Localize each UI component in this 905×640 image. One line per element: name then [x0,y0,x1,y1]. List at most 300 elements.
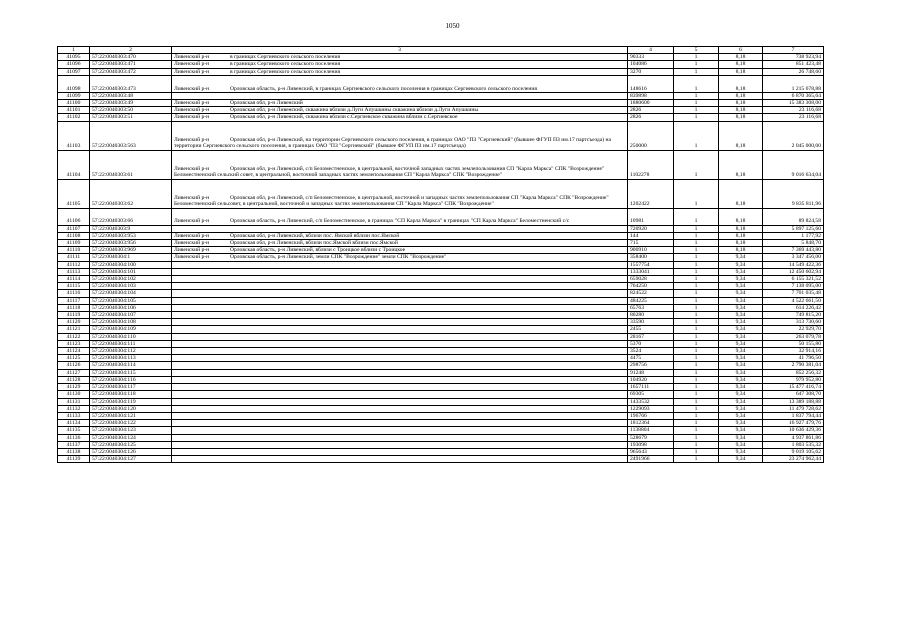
row-number-cell: 41118 [58,304,90,311]
specific-value-cell: 8,18 [719,240,763,247]
address-cell [172,348,628,355]
cadastral-value-cell: 15 477 416,74 [763,384,824,391]
cadastral-value-cell: 22 929,70 [763,326,824,333]
cadastral-number-cell: 57:22:0040304:102 [90,276,172,283]
row-number-cell: 41139 [58,456,90,463]
address-cell [172,398,628,405]
table-row [58,121,824,150]
region-label: Ливенский р-н [174,254,210,261]
cadastral-value-cell: 32 914,16 [763,348,824,355]
cadastral-number-cell: 57:22:0040303:953 [90,232,172,239]
address-cell [172,240,628,247]
row-number-cell: 41116 [58,290,90,297]
row-number-cell: 41124 [58,348,90,355]
address-cell [172,283,628,290]
column-5-cell: 1 [674,312,719,319]
table-row [58,434,824,441]
specific-value-cell: 8,18 [719,68,763,75]
cadastral-number-cell: 57:22:0040304:113 [90,355,172,362]
specific-value-cell: 8,18 [719,232,763,239]
cadastral-number-cell: 57:22:0040303:62 [90,179,172,208]
table-row [58,427,824,434]
table-row [58,150,824,179]
column-5-cell: 1 [674,276,719,283]
cadastral-value-cell: 50 155,80 [763,340,824,347]
column-5-cell: 1 [674,75,719,92]
address-cell [172,247,628,254]
cadastral-value-cell: 13 389 188,88 [763,398,824,405]
column-5-cell: 1 [674,333,719,340]
specific-value-cell: 9,34 [719,326,763,333]
address-cell [172,107,628,114]
address-cell [172,232,628,239]
specific-value-cell: 9,34 [719,355,763,362]
address-cell [172,405,628,412]
region-label: Ливенский р-н [174,137,210,144]
table-row [58,268,824,275]
row-number-cell: 41127 [58,369,90,376]
address-cell [172,319,628,326]
row-number-cell: 41137 [58,441,90,448]
column-5-cell: 1 [674,107,719,114]
cadastral-value-cell: 614 226,42 [763,304,824,311]
address-cell [172,54,628,61]
row-number-cell: 41136 [58,434,90,441]
cadastral-value-cell: 9 019 105,62 [763,448,824,455]
specific-value-cell: 8,18 [719,92,763,99]
row-number-cell: 41121 [58,326,90,333]
specific-value-cell: 8,18 [719,225,763,232]
specific-value-cell: 9,34 [719,448,763,455]
address-cell [172,268,628,275]
address-cell [172,376,628,383]
table-row [58,114,824,121]
column-5-cell: 1 [674,369,719,376]
row-number-cell: 41103 [58,121,90,150]
table-row [58,391,824,398]
cadastral-value-cell: 3 347 456,00 [763,254,824,261]
address-cell [172,304,628,311]
row-number-cell: 41108 [58,232,90,239]
column-5-cell: 1 [674,319,719,326]
area-cell: 358400 [628,254,674,261]
address-cell [172,179,628,208]
address-cell [172,326,628,333]
address-cell [172,441,628,448]
cadastral-value-cell: 23 116,68 [763,114,824,121]
region-label: Ливенский р-н [174,54,210,61]
area-cell: 104920 [628,376,674,383]
table-row [58,100,824,107]
table-row [58,362,824,369]
cadastral-value-cell: 26 748,60 [763,68,824,75]
specific-value-cell: 9,34 [719,348,763,355]
region-label: Ливенский р-н [174,85,210,92]
column-header: 1 [58,47,90,54]
cadastral-number-cell: 57:22:0040303:49 [90,100,172,107]
column-5-cell: 1 [674,92,719,99]
column-5-cell: 1 [674,456,719,463]
column-5-cell: 1 [674,121,719,150]
table-row [58,348,824,355]
specific-value-cell: 9,34 [719,304,763,311]
location-description: в границах Сергиевского сельского поселения [230,68,341,75]
column-5-cell: 1 [674,254,719,261]
cadastral-value-cell: 1 837 794,44 [763,412,824,419]
table-row [58,225,824,232]
cadastral-value-cell: 7 138 095,00 [763,283,824,290]
table-row [58,290,824,297]
specific-value-cell: 8,18 [719,107,763,114]
cadastral-value-cell: 2 045 000,00 [763,121,824,150]
area-cell: 104086 [628,61,674,68]
cadastral-value-cell: 7 369 443,80 [763,247,824,254]
table-row [58,405,824,412]
row-number-cell: 41113 [58,268,90,275]
column-5-cell: 1 [674,427,719,434]
area-cell: 80280 [628,312,674,319]
area-cell: 91248 [628,369,674,376]
cadastral-value-cell: 979 952,80 [763,376,824,383]
cadastral-number-cell: 57:22:0040303:48 [90,92,172,99]
area-cell: 33590 [628,319,674,326]
cadastral-number-cell: 57:22:0040304:123 [90,427,172,434]
cadastral-value-table [57,46,824,463]
area-cell: 720920 [628,225,674,232]
column-header: 6 [719,47,763,54]
cadastral-number-cell: 57:22:0040304:109 [90,326,172,333]
cadastral-value-cell: 1 177,92 [763,232,824,239]
specific-value-cell: 8,18 [719,179,763,208]
location-description: Орловская обл, р-н Ливенский [230,100,303,107]
page-number: 1050 [445,22,460,30]
specific-value-cell: 8,18 [719,247,763,254]
address-cell [172,369,628,376]
column-5-cell: 1 [674,405,719,412]
region-label: Ливенский р-н [174,100,210,107]
address-cell [172,312,628,319]
location-description: Орловская область, р-н Ливенский, вблизи с Троицкое вблизи с Троицкое [230,247,406,254]
column-5-cell: 1 [674,150,719,179]
area-cell: 1433532 [628,398,674,405]
address-cell [172,420,628,427]
row-number-cell: 41110 [58,247,90,254]
cadastral-value-cell: 647 308,70 [763,391,824,398]
address-cell [172,340,628,347]
table-row [58,261,824,268]
column-5-cell: 1 [674,420,719,427]
table-row [58,54,824,61]
column-5-cell: 1 [674,441,719,448]
cadastral-number-cell: 57:22:0040303:956 [90,240,172,247]
cadastral-number-cell: 57:22:0040304:126 [90,448,172,455]
area-cell: 196766 [628,412,674,419]
row-number-cell: 41129 [58,384,90,391]
area-cell: 659028 [628,276,674,283]
cadastral-number-cell: 57:22:0040304:114 [90,362,172,369]
cadastral-number-cell: 57:22:0040304:117 [90,384,172,391]
address-cell [172,225,628,232]
row-number-cell: 41114 [58,276,90,283]
table-row [58,441,824,448]
column-5-cell: 1 [674,240,719,247]
table-row [58,312,824,319]
area-cell: 824522 [628,290,674,297]
cadastral-number-cell: 57:22:0040304:104 [90,290,172,297]
table-row [58,384,824,391]
address-cell [172,75,628,92]
specific-value-cell: 8,18 [719,61,763,68]
cadastral-number-cell: 57:22:0040304:110 [90,333,172,340]
column-5-cell: 1 [674,290,719,297]
column-5-cell: 1 [674,297,719,304]
row-number-cell: 41099 [58,92,90,99]
area-cell: 965643 [628,448,674,455]
row-number-cell: 41107 [58,225,90,232]
address-cell [172,276,628,283]
address-cell [172,355,628,362]
specific-value-cell: 9,34 [719,333,763,340]
cadastral-value-cell: 89 824,58 [763,208,824,225]
cadastral-number-cell: 57:22:0040303:473 [90,75,172,92]
area-cell: 144 [628,232,674,239]
table-row [58,68,824,75]
cadastral-number-cell: 57:22:0040304:118 [90,391,172,398]
column-5-cell: 1 [674,412,719,419]
area-cell: 900910 [628,247,674,254]
column-5-cell: 1 [674,326,719,333]
column-5-cell: 1 [674,179,719,208]
row-number-cell: 41112 [58,261,90,268]
table-row [58,232,824,239]
column-5-cell: 1 [674,61,719,68]
specific-value-cell: 9,34 [719,369,763,376]
specific-value-cell: 9,34 [719,340,763,347]
column-5-cell: 1 [674,261,719,268]
location-description: Орловская обл, р-н Ливенский, с/п Беломестненское, в центральной, восточной западных частях землепользования СП "Карла Маркса" СПК "Возрождение" Беломестненский сельский совет, в центральной, восточной западных частях землепользования СП "Карла Маркса" СПК "Возрождение" [174,166,605,179]
area-cell: 69305 [628,391,674,398]
cadastral-number-cell: 57:22:0040303:61 [90,150,172,179]
specific-value-cell: 9,34 [719,405,763,412]
cadastral-number-cell: 57:22:0040303:471 [90,61,172,68]
cadastral-number-cell: 57:22:0040304:103 [90,283,172,290]
row-number-cell: 41122 [58,333,90,340]
table-row [58,240,824,247]
column-5-cell: 1 [674,283,719,290]
table-row [58,297,824,304]
specific-value-cell: 9,34 [719,441,763,448]
column-5-cell: 1 [674,448,719,455]
area-cell: 2455 [628,326,674,333]
row-number-cell: 41104 [58,150,90,179]
cadastral-number-cell: 57:22:0040304:127 [90,456,172,463]
specific-value-cell: 9,34 [719,420,763,427]
area-cell: 250000 [628,121,674,150]
cadastral-value-cell: 1 803 535,32 [763,441,824,448]
table-row [58,369,824,376]
table-row [58,326,824,333]
row-number-cell: 41102 [58,114,90,121]
address-cell [172,333,628,340]
cadastral-value-cell: 851 423,48 [763,61,824,68]
cadastral-value-cell: 5 897 125,60 [763,225,824,232]
address-cell [172,456,628,463]
specific-value-cell: 8,18 [719,75,763,92]
area-cell: 28167 [628,333,674,340]
row-number-cell: 41138 [58,448,90,455]
row-number-cell: 41106 [58,208,90,225]
column-5-cell: 1 [674,398,719,405]
row-number-cell: 41133 [58,412,90,419]
area-cell: 193098 [628,441,674,448]
address-cell [172,412,628,419]
row-number-cell: 41115 [58,283,90,290]
area-cell: 1812364 [628,420,674,427]
table-row [58,448,824,455]
row-number-cell: 41119 [58,312,90,319]
cadastral-number-cell: 57:22:0040303:470 [90,54,172,61]
cadastral-value-cell: 5 848,70 [763,240,824,247]
column-5-cell: 1 [674,232,719,239]
area-cell: 298756 [628,362,674,369]
area-cell: 3524 [628,348,674,355]
location-description: Орловская область, р-н Ливенский, земли СПК "Возрождение" земли СПК "Возрождение" [230,254,447,261]
address-cell [172,68,628,75]
cadastral-value-cell: 4 522 661,50 [763,297,824,304]
region-label: Ливенский р-н [174,232,210,239]
region-label: Ливенский р-н [174,107,210,114]
address-cell [172,92,628,99]
row-number-cell: 41109 [58,240,90,247]
address-cell [172,362,628,369]
location-description: Орловская обл, р-н Ливенский, на территории Сергиевского сельского поселения, в границах ОАО "ПЗ "Сергиевский" (бывшее ФГУП ПЗ им.17 партсъезда) на территории Сергиевского сельского поселения, в границах ОАО "ПЗ "Сергиевский" (бывшее ФГУП ПЗ им.17 партсъезда) [174,137,611,150]
specific-value-cell: 8,18 [719,114,763,121]
location-description: Орловская обл, р-н Ливенский, скважина вблизи д.Луги Апушкины скважина вблизи д.Луги Апушкины [230,107,479,114]
column-5-cell: 1 [674,362,719,369]
table-row [58,376,824,383]
cadastral-value-cell: 9 835 811,96 [763,179,824,208]
cadastral-number-cell: 57:22:0040304:125 [90,441,172,448]
cadastral-number-cell: 57:22:0040304:100 [90,261,172,268]
row-number-cell: 41130 [58,391,90,398]
address-cell [172,391,628,398]
area-cell: 1333041 [628,268,674,275]
cadastral-number-cell: 57:22:0040304:112 [90,348,172,355]
cadastral-number-cell: 57:22:0040304:101 [90,268,172,275]
row-number-cell: 41098 [58,75,90,92]
cadastral-value-cell: 12 450 602,94 [763,268,824,275]
row-number-cell: 41128 [58,376,90,383]
specific-value-cell: 8,18 [719,208,763,225]
row-number-cell: 41134 [58,420,90,427]
location-description: Орловская обл, р-н Ливенский, вблизи пос.Ямской вблизи пос.Ямской [230,240,398,247]
table-row [58,319,824,326]
cadastral-number-cell: 57:22:0040303:51 [90,114,172,121]
column-5-cell: 1 [674,100,719,107]
column-5-cell: 1 [674,391,719,398]
specific-value-cell: 9,34 [719,312,763,319]
address-cell [172,290,628,297]
address-cell [172,208,628,225]
column-5-cell: 1 [674,114,719,121]
area-cell: 484225 [628,297,674,304]
column-5-cell: 1 [674,348,719,355]
address-cell [172,448,628,455]
specific-value-cell: 8,18 [719,121,763,150]
area-cell: 2826 [628,114,674,121]
cadastral-number-cell: 57:22:0040304:1 [90,254,172,261]
table-row [58,398,824,405]
cadastral-value-cell: 4 937 861,86 [763,434,824,441]
column-header: 4 [628,47,674,54]
table-row [58,340,824,347]
region-label: Ливенский р-н [174,195,210,202]
cadastral-number-cell: 57:22:0040304:115 [90,369,172,376]
row-number-cell: 41135 [58,427,90,434]
address-cell [172,427,628,434]
table-row [58,75,824,92]
table-row [58,456,824,463]
row-number-cell: 41096 [58,61,90,68]
row-number-cell: 41125 [58,355,90,362]
column-5-cell: 1 [674,304,719,311]
cadastral-number-cell: 57:22:0040303:50 [90,107,172,114]
cadastral-value-cell: 263 079,78 [763,333,824,340]
cadastral-number-cell: 57:22:0040303:66 [90,208,172,225]
column-5-cell: 1 [674,208,719,225]
area-cell: 4475 [628,355,674,362]
row-number-cell: 41100 [58,100,90,107]
table-row [58,179,824,208]
region-label: Ливенский р-н [174,114,210,121]
location-description: Орловская обл, р-н Ливенский, вблизи пос. Ямской вблизи пос.Ямской [230,232,400,239]
column-5-cell: 1 [674,340,719,347]
region-label: Ливенский р-н [174,247,210,254]
area-cell: 1229093 [628,405,674,412]
table-row [58,254,824,261]
address-cell [172,100,628,107]
cadastral-value-cell: 749 815,20 [763,312,824,319]
cadastral-number-cell: 57:22:0040303:969 [90,247,172,254]
specific-value-cell: 9,34 [719,297,763,304]
area-cell: 90333 [628,54,674,61]
row-number-cell: 41126 [58,362,90,369]
location-description: Орловская область, р-н Ливенский, в границах Сергиевского сельского поселения в границах Сергиевского сельского поселения [230,85,537,92]
specific-value-cell: 9,34 [719,254,763,261]
specific-value-cell: 9,34 [719,412,763,419]
area-cell: 764250 [628,283,674,290]
area-cell: 1138804 [628,427,674,434]
column-5-cell: 1 [674,225,719,232]
area-cell: 839898 [628,92,674,99]
column-number-header-row [58,47,824,54]
specific-value-cell: 9,34 [719,376,763,383]
cadastral-number-cell: 57:22:0040303:9 [90,225,172,232]
table-row [58,208,824,225]
column-5-cell: 1 [674,54,719,61]
specific-value-cell: 9,34 [719,261,763,268]
cadastral-value-cell: 9 016 634,04 [763,150,824,179]
specific-value-cell: 9,34 [719,283,763,290]
area-cell: 1880600 [628,100,674,107]
specific-value-cell: 9,34 [719,434,763,441]
address-cell [172,121,628,150]
region-label: Ливенский р-н [174,166,210,173]
area-cell: 65763 [628,304,674,311]
specific-value-cell: 8,18 [719,150,763,179]
cadastral-value-cell: 23 116,68 [763,107,824,114]
column-5-cell: 1 [674,384,719,391]
